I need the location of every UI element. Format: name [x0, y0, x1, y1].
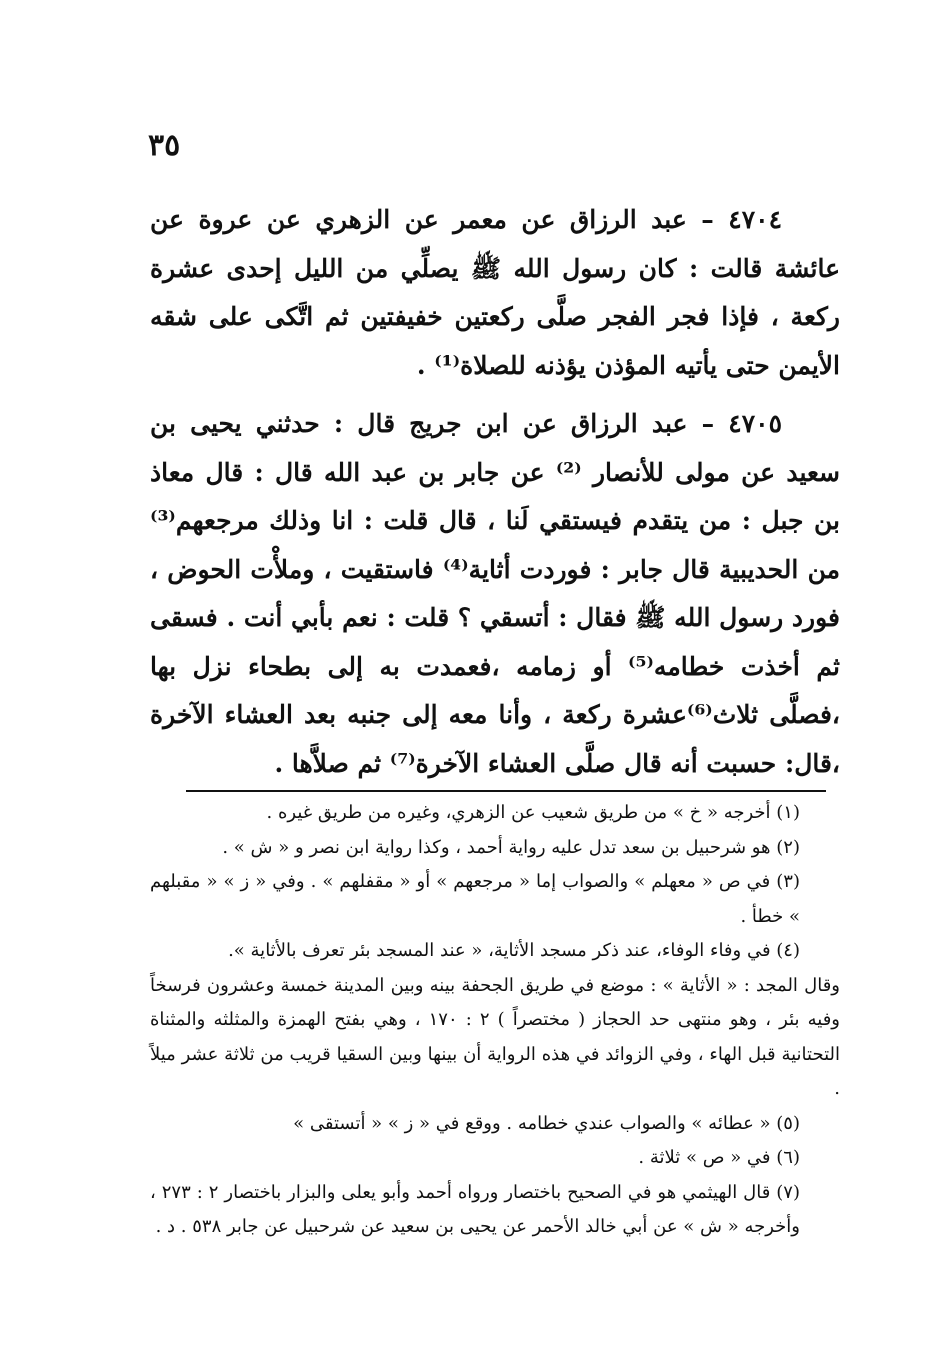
footnote-4: (٤) في وفاء الوفاء، عند ذكر مسجد الأثاية، « عند المسجد بئر تعرف بالأثاية ».	[228, 940, 800, 961]
main-text	[150, 196, 840, 798]
footnotes	[150, 796, 840, 1245]
hadith-4705: ٤٧٠٥ – عبد الرزاق عن ابن جريج قال : حدثني يحيى بن سعيد عن مولى للأنصار ⁽²⁾ عن جابر بن عبد الله قال : قال معاذ بن جبل : من يتقدم فيستقي لَنا ، قال قلت : انا وذلك مرجعهم⁽³⁾ من الحديبية قال جابر : فوردت أثاية⁽⁴⁾ فاستقيت ، وملأْت الحوض ، فورد رسول الله ﷺ فقال : أتسقي ؟ قلت : نعم بأبي أنت . فسقى ثم أخذت خطامه⁽⁵⁾ أو زمامه ،فعمدت به إلى بطحاء نزل بها ،فصلَّى ثلاث⁽⁶⁾عشرة ركعة ، وأنا معه إلى جنبه بعد العشاء الآخرة ،قال: حسبت أنه قال صلَّى العشاء الآخرة⁽⁷⁾ ثم صلاَّها .	[150, 409, 841, 778]
hadith-4704: ٤٧٠٤ – عبد الرزاق عن معمر عن الزهري عن عروة عن عائشة قالت : كان رسول الله ﷺ يصلِّي من الليل إحدى عشرة ركعة ، فإذا فجر الفجر صلَّى ركعتين خفيفتين ثم اتَّكى على شقه الأيمن حتى يأتيه المؤذن يؤذنه للصلاة⁽¹⁾ .	[150, 205, 840, 380]
footnote-6: (٦) في « ص » ثلاثة .	[638, 1147, 800, 1168]
footnote-divider	[186, 790, 826, 792]
footnote-4-continuation: وقال المجد : « الأثاية » : موضع في طريق الجحفة بينه وبين المدينة خمسة وعشرون فرسخاً وفيه بئر ، وهو منتهى حد الحجاز ( مختصراً ) ٢ : ١٧٠ ، وهي بفتح الهمزة والمثلثه والمثناة التحتانية قبل الهاء ، وفي الزوائد في هذه الرواية أن بينها وبين السقيا قريب من ثلاثة عشر ميلاً .	[150, 974, 840, 1099]
footnote-3: (٣) في ص « معهلم » والصواب إما « مرجعهم » أو « مقفلهم » . وفي « ز » « مقبلهم » خطأ .	[150, 871, 800, 927]
footnote-5: (٥) « عطائه » والصواب عندي خطامه . ووقع في « ز » « أتستقى »	[293, 1112, 800, 1134]
footnote-7: (٧) قال الهيثمي هو في الصحيح باختصار ورواه أحمد وأبو يعلى والبزار باختصار ٢ : ٢٧٣ ، وأخرجه « ش » عن أبي خالد الأحمر عن يحيى بن سعيد عن شرحبيل عن جابر ٥٣٨ . د .	[150, 1181, 800, 1237]
page-number: ٣٥	[148, 128, 181, 163]
footnote-2: (٢) هو شرحبيل بن سعد تدل عليه رواية أحمد ، وكذا رواية ابن نصر و « ش » .	[222, 836, 800, 858]
footnote-1: (١) أخرجه « خ » من طريق شعيب عن الزهري، وغيره من طريق غيره .	[266, 802, 800, 823]
